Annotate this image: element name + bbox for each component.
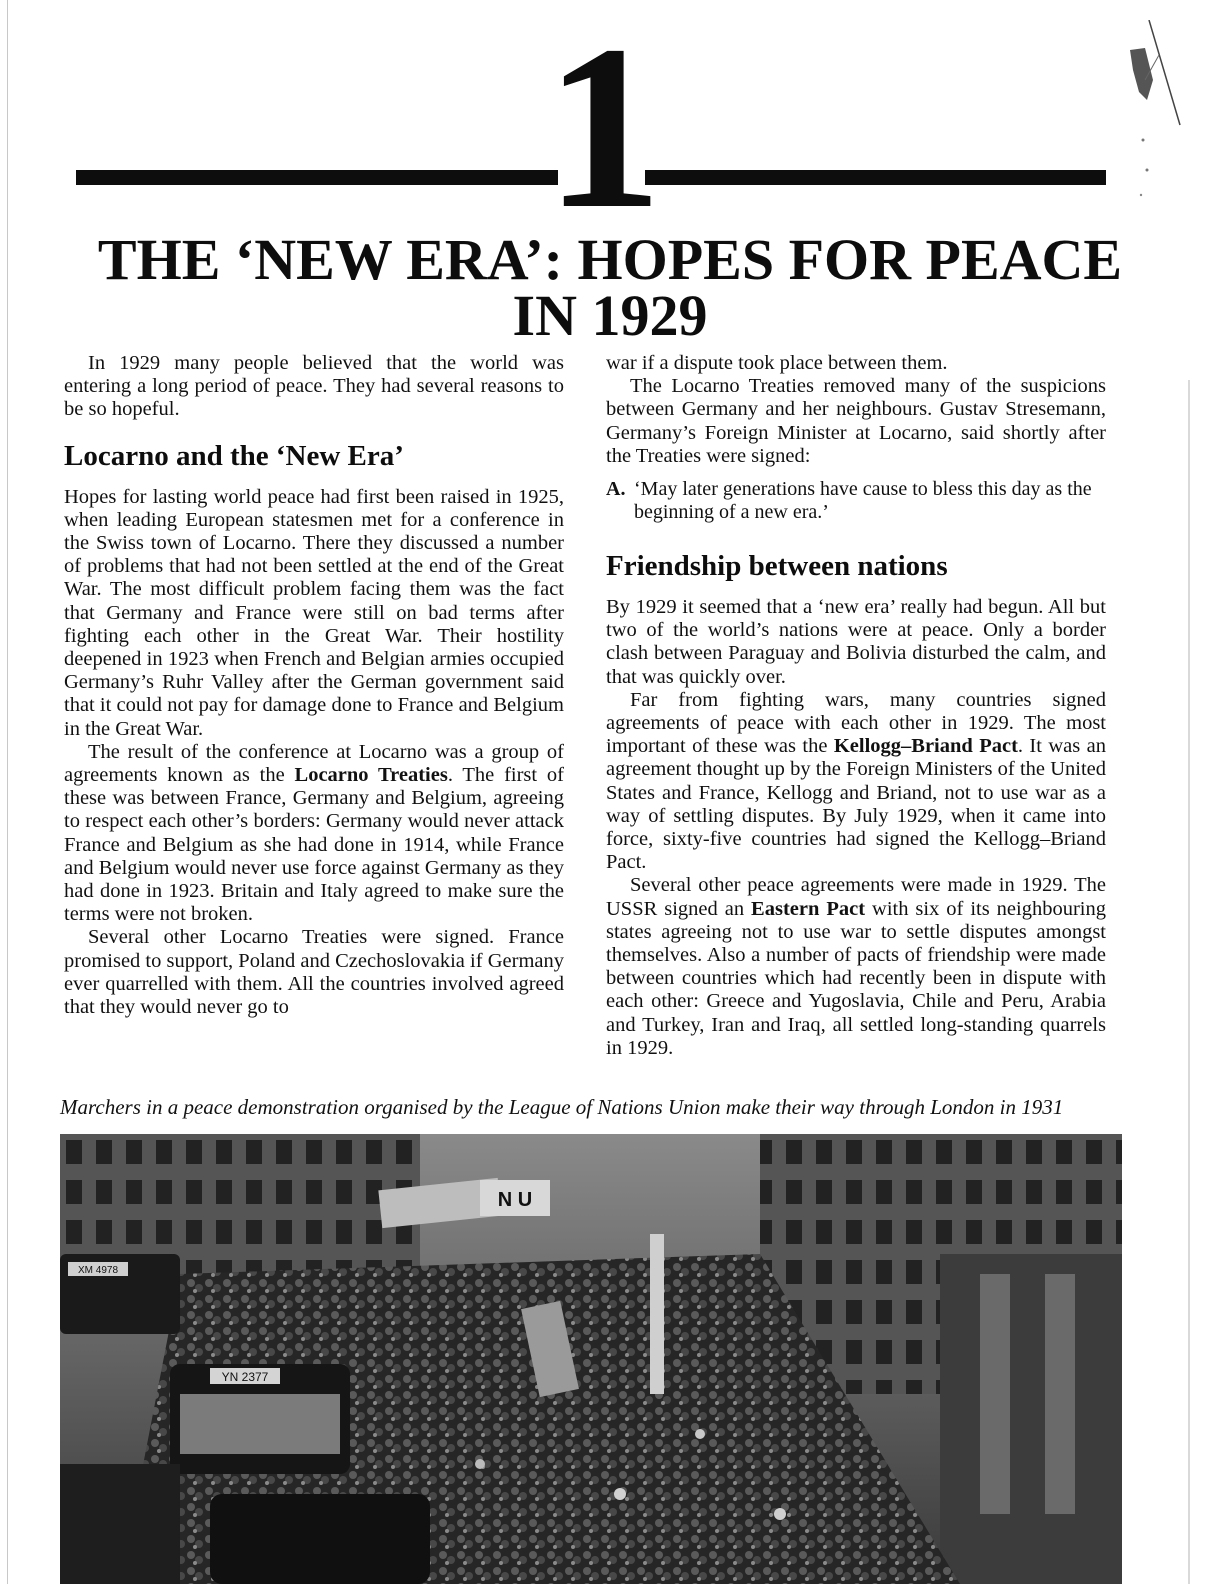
right-column — [606, 352, 1106, 1060]
quote-letter: A. — [606, 478, 626, 501]
text-span: Several other peace agreements were made in 1929. The USSR signed an — [606, 874, 1106, 920]
quote-text: ‘May later generations have cause to bless this day as the beginning of a new era.’ — [634, 478, 1092, 524]
march-photograph — [60, 1134, 1122, 1584]
text-span: . The first of these was between France, Germany and Belgium, agreeing to respect each other’s borders: Germany would never attack France and Belgium as she had done in 1914, while France and Belgium would never use force against Germany as they had done in 1923. Britain and Italy agreed to make sure the terms were not broken. — [64, 764, 564, 926]
intro-paragraph: In 1929 many people believed that the world was entering a long period of peace. They had several reasons to be so hopeful. — [64, 352, 564, 421]
paragraph-other-treaties: Several other Locarno Treaties were signed. France promised to support, Poland and Czechoslovakia if Germany ever quarrelled with them. All the countries involved agreed that they would never go to — [64, 926, 564, 1019]
text-span: . It was an agreement thought up by the Foreign Ministers of the United States and France, Kellogg and Briand, not to use war as a way of settling disputes. By July 1929, when it came into force, sixty-five countries had signed the Kellogg–Briand Pact. — [606, 735, 1106, 874]
left-column — [64, 352, 564, 1019]
scan-edge-left — [7, 0, 8, 1584]
heading-rule-left — [76, 170, 558, 185]
text-span: with six of its neighbouring states agreeing not to use war to settle disputes amongst themselves. Also a number of pacts of friendship were made between countries which had recently been in dispute with each other: Greece and Yugoslavia, Chile and Peru, Arabia and Turkey, Iran and Iraq, all settled long-standing quarrels in 1929. — [606, 897, 1106, 1059]
section-heading-friendship: Friendship between nations — [606, 550, 948, 583]
photo-caption: Marchers in a peace demonstration organised by the League of Nations Union make their way through London in 1931 — [60, 1095, 1064, 1119]
paragraph-hopes: Hopes for lasting world peace had first been raised in 1925, when leading European statesmen met for a conference in the Swiss town of Locarno. There they discussed a number of problems that had not been settled at the end of the Great War. The most difficult problem facing them was the fact that Germany and France were still on bad terms after fighting each other in the Great War. Their hostility deepened in 1923 when French and Belgian armies occupied Germany’s Ruhr Valley after the German government said that it could not pay for damage done to France and Belgium in the Great War. — [64, 485, 564, 740]
chapter-title: THE ‘NEW ERA’: HOPES FOR PEACE IN 1929 — [97, 227, 1123, 348]
bold-term-locarno-treaties: Locarno Treaties — [294, 764, 448, 787]
photo-illustration — [60, 1134, 1122, 1584]
paragraph-suspicions: The Locarno Treaties removed many of the suspicions between Germany and her neighbours. Gustav Stresemann, Germany’s Foreign Minister at Locarno, said shortly after the Treaties were signed: — [606, 375, 1106, 467]
paragraph-eastern-pact — [606, 874, 1106, 1060]
source-quote — [606, 478, 1106, 524]
scan-corner-mark — [1125, 20, 1185, 210]
bold-term-kellogg-briand: Kellogg–Briand Pact — [833, 735, 1018, 758]
paragraph-continuation: war if a dispute took place between them. — [606, 352, 948, 374]
banner-text: N U — [497, 1189, 533, 1211]
chapter-number: 1 — [545, 0, 663, 257]
paragraph-new-era: By 1929 it seemed that a ‘new era’ really had begun. All but two of the world’s nations were at peace. Only a border clash between Paraguay and Bolivia disturbed the calm, and that was quickly over. — [606, 596, 1106, 688]
text-span: The result of the conference at Locarno was a group of agreements known as the — [64, 740, 564, 787]
section-heading-locarno: Locarno and the ‘New Era’ — [64, 439, 404, 472]
plate-text-2: YN 2377 — [221, 1370, 269, 1384]
paragraph-kellogg-briand — [606, 689, 1106, 875]
paragraph-locarno-treaties — [64, 741, 564, 927]
bold-term-eastern-pact: Eastern Pact — [751, 897, 866, 920]
heading-rule-right — [645, 170, 1106, 185]
scan-edge-right — [1188, 380, 1190, 1584]
text-span: Far from fighting wars, many countries signed agreements of peace with each other in 1929. The most important of these was the — [606, 688, 1106, 758]
plate-text-1: XM 4978 — [77, 1265, 119, 1276]
